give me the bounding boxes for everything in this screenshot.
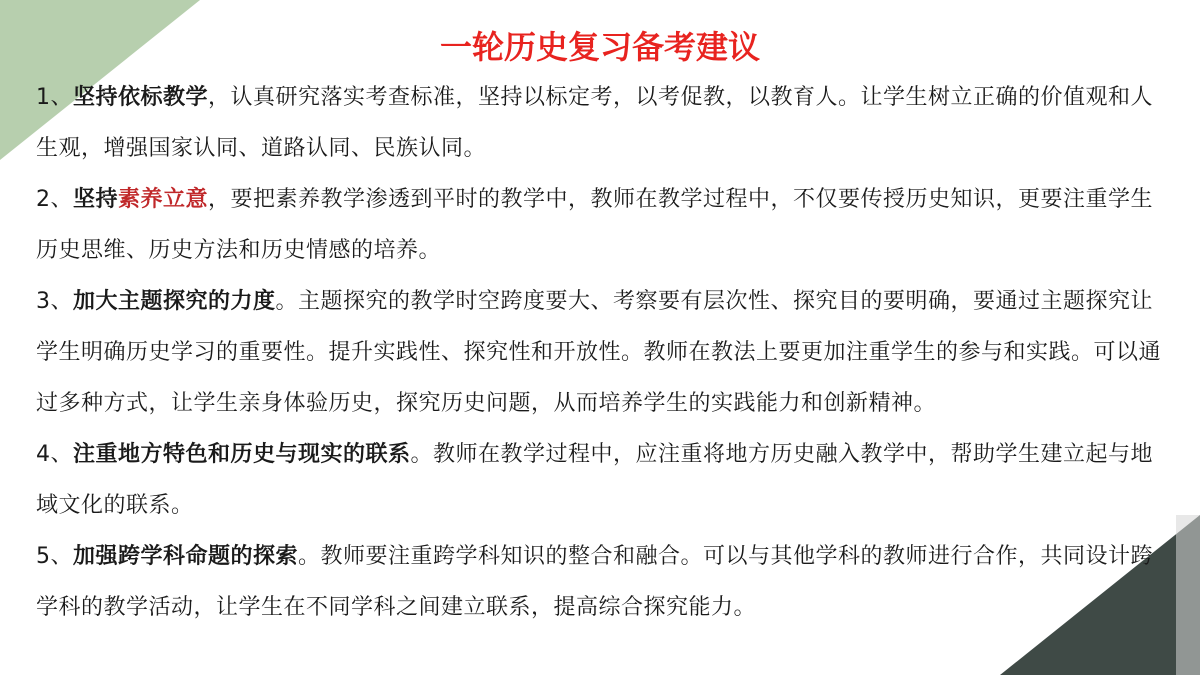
item-number: 2、 (36, 187, 73, 212)
item-lead: 加大主题探究的力度 (73, 289, 276, 314)
item-body: ，认真研究落实考查标准，坚持以标定考，以考促教，以教育人。让学生树立正确的价值观和人生观，增强国家认同、道路认同、民族认同。 (36, 85, 1154, 161)
item-number: 3、 (36, 289, 73, 314)
item-body: 。主题探究的教学时空跨度要大、考察要有层次性、探究目的要明确，要通过主题探究让学生明确历史学习的重要性。提升实践性、探究性和开放性。教师在教法上要更加注重学生的参与和实践。可以通过多种方式，让学生亲身体验历史，探究历史问题，从而培养学生的实践能力和创新精神。 (36, 289, 1162, 416)
item-number: 5、 (36, 544, 73, 569)
page-title: 一轮历史复习备考建议 (439, 28, 760, 66)
list-item (36, 531, 1171, 633)
list-item (36, 429, 1171, 531)
item-lead: 坚持依标教学 (73, 85, 209, 110)
item-lead: 坚持 (73, 187, 119, 212)
list-item (36, 174, 1171, 276)
list-item (36, 276, 1171, 429)
item-number: 4、 (36, 442, 73, 467)
item-body: 。教师在教学过程中，应注重将地方历史融入教学中，帮助学生建立起与地域文化的联系。 (36, 442, 1154, 518)
item-number: 1、 (36, 85, 73, 110)
item-body: ，要把素养教学渗透到平时的教学中，教师在教学过程中，不仅要传授历史知识，更要注重学生历史思维、历史方法和历史情感的培养。 (36, 187, 1154, 263)
item-lead: 加强跨学科命题的探索 (73, 544, 299, 569)
item-lead: 注重地方特色和历史与现实的联系 (73, 442, 411, 467)
list-item (36, 72, 1171, 174)
recommendation-list (36, 72, 1171, 633)
item-body: 。教师要注重跨学科知识的整合和融合。可以与其他学科的教师进行合作，共同设计跨学科的教学活动，让学生在不同学科之间建立联系，提高综合探究能力。 (36, 544, 1154, 620)
item-highlight: 素养立意 (118, 187, 209, 212)
